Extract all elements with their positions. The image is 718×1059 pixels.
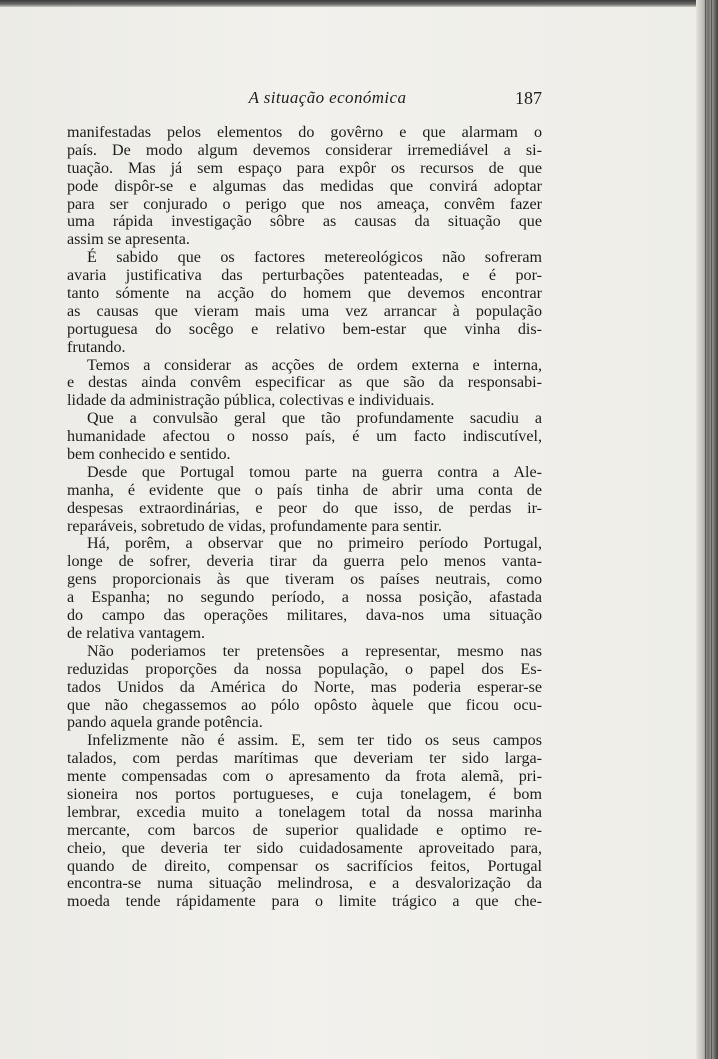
text-line: humanidade afectou o nosso país, é um facto indiscutível, xyxy=(67,428,542,446)
running-title: A situação económica xyxy=(248,88,407,107)
text-line: tados Unidos da América do Norte, mas poderia esperar-se xyxy=(67,678,542,696)
text-line: Temos a considerar as acções de ordem externa e interna, xyxy=(87,356,542,374)
text-line: pode dispôr-se e algumas das medidas que convirá adoptar xyxy=(67,177,542,195)
text-line: assim se apresenta. xyxy=(67,231,190,249)
text-line: que não chegassemos ao pólo opôsto àquele que ficou ocu- xyxy=(67,696,542,714)
text-line: e destas ainda convêm especificar as que são da responsabi- xyxy=(67,374,542,392)
text-line: as causas que vieram mais uma vez arrancar à população xyxy=(67,302,542,320)
edge-line xyxy=(705,0,706,1059)
text-line: país. De modo algum devemos considerar irremediável a si- xyxy=(67,141,542,159)
text-line: manha, é evidente que o país tinha de abrir uma conta de xyxy=(67,481,542,499)
text-line: gens proporcionais às que tiveram os países neutrais, como xyxy=(67,571,542,589)
text-line: para ser conjurado o perigo que nos ameaça, convêm fazer xyxy=(67,195,542,213)
text-line: de relativa vantagem. xyxy=(67,624,206,642)
text-line: Que a convulsão geral que tão profundamente sacudiu a xyxy=(87,410,542,428)
text-line: a Espanha; no segundo período, a nossa posição, afastada xyxy=(67,589,542,607)
text-line: reparáveis, sobretudo de vidas, profundamente para sentir. xyxy=(67,517,442,535)
running-head xyxy=(70,88,542,112)
text-line: pando aquela grande potência. xyxy=(67,714,263,732)
text-line: despesas extraordinárias, e peor do que isso, de perdas ir- xyxy=(67,499,542,517)
text-line: talados, com perdas marítimas que deveriam ter sido larga- xyxy=(67,750,542,768)
text-line: manifestadas pelos elementos do govêrno e que alarmam o xyxy=(67,124,542,141)
text-line: tanto sómente na acção do homem que devemos encontrar xyxy=(67,285,542,303)
text-line: moeda tende rápidamente para o limite trágico a que che- xyxy=(67,893,542,911)
edge-line xyxy=(711,0,712,1059)
text-line: longe de sofrer, deveria tirar da guerra pelo menos vanta- xyxy=(67,553,542,571)
page-top-edge xyxy=(0,0,718,7)
text-line: lembrar, excedia muito a tonelagem total da nossa marinha xyxy=(67,803,542,821)
text-line: encontra-se numa situação melindrosa, e a desvalorização da xyxy=(67,875,542,893)
text-line: do campo das operações militares, dava-nos uma situação xyxy=(67,607,542,625)
page-binding-edge xyxy=(696,0,718,1059)
text-line: quando de direito, compensar os sacrifícios feitos, Portugal xyxy=(67,857,542,875)
text-line: avaria justificativa das perturbações patenteadas, e é por- xyxy=(67,267,542,285)
text-line: tuação. Mas já sem espaço para expôr os recursos de que xyxy=(67,159,542,177)
text-line: mercante, com barcos de superior qualidade e optimo re- xyxy=(67,821,542,839)
text-line: uma rápida investigação sôbre as causas da situação que xyxy=(67,213,542,231)
text-line: Não poderiamos ter pretensões a representar, mesmo nas xyxy=(87,642,542,660)
page-number: 187 xyxy=(515,88,542,108)
text-line: É sabido que os factores metereológicos não sofreram xyxy=(87,249,542,267)
text-line: Desde que Portugal tomou parte na guerra contra a Ale- xyxy=(87,463,542,481)
text-line: reduzidas proporções da nossa população, o papel dos Es- xyxy=(67,660,542,678)
text-line: frutando. xyxy=(67,338,126,356)
body-text xyxy=(67,124,542,911)
text-line: lidade da administração pública, colectivas e individuais. xyxy=(67,392,435,410)
text-line: mente compensadas com o apresamento da frota alemã, pri- xyxy=(67,768,542,786)
text-line: Infelizmente não é assim. E, sem ter tido os seus campos xyxy=(87,732,542,750)
text-line: cheio, que deveria ter sido cuidadosamente aproveitado para, xyxy=(67,839,542,857)
text-line: portuguesa do socêgo e relativo bem-estar que vinha dis- xyxy=(67,320,542,338)
text-line: bem conhecido e sentido. xyxy=(67,446,231,464)
text-line: Há, porêm, a observar que no primeiro período Portugal, xyxy=(87,535,542,553)
text-line: sioneira nos portos portugueses, e cuja tonelagem, é bom xyxy=(67,785,542,803)
